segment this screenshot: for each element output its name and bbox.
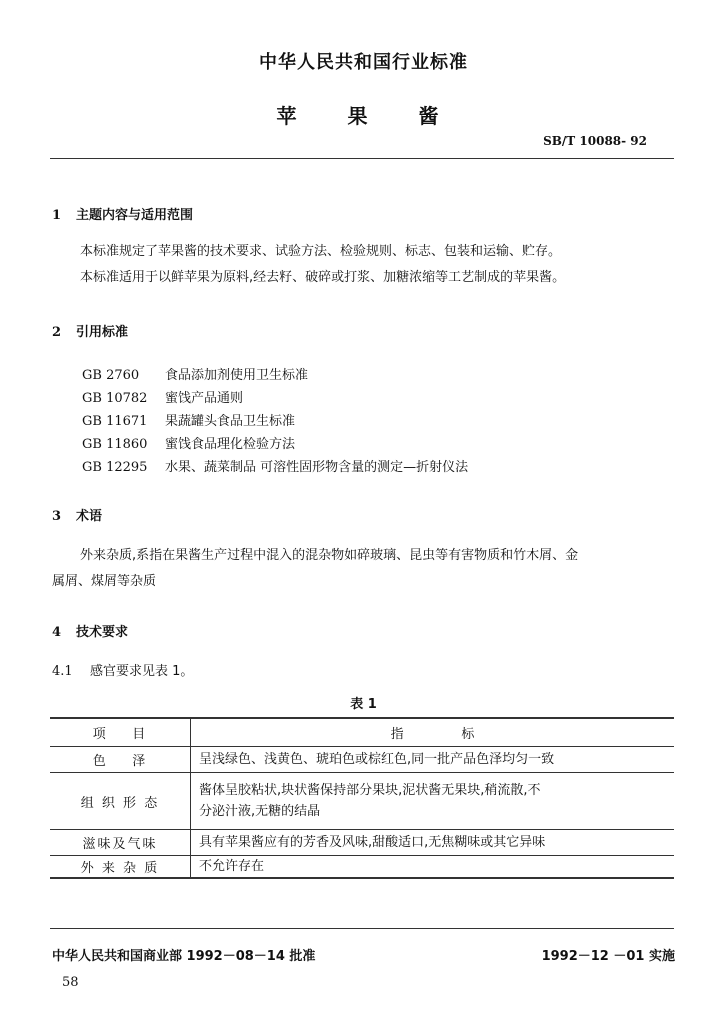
- reference-title: 蜜饯产品通则: [165, 391, 244, 406]
- section-1-paragraph-2: 本标准适用于以鲜苹果为原料,经去籽、破碎或打浆、加糖浓缩等工艺制成的苹果酱。: [80, 270, 566, 285]
- reference-code: GB 11671: [82, 414, 148, 429]
- table-header-indicator: 指 标: [191, 718, 675, 747]
- header-divider: [50, 158, 674, 159]
- table-header-row: [50, 718, 674, 747]
- section-3-number: 3: [52, 509, 62, 524]
- approval-statement: 中华人民共和国商业部 1992－08－14 批准: [52, 949, 316, 964]
- implementation-date: 1992－12 －01 实施: [541, 949, 675, 964]
- reference-code: GB 2760: [82, 368, 140, 383]
- section-2-title: 引用标准: [76, 325, 129, 340]
- reference-item: [82, 456, 468, 475]
- table-cell-value-line-2: 分泌汁液,无糖的结晶: [199, 804, 321, 819]
- reference-code: GB 12295: [82, 460, 148, 475]
- reference-code: GB 10782: [82, 391, 148, 406]
- table-cell-value-line-1: 酱体呈胶粘状,块状酱保持部分果块,泥状酱无果块,稍流散,不: [199, 783, 541, 798]
- table-cell-value: 呈浅绿色、浅黄色、琥珀色或棕红色,同一批产品色泽均匀一致: [191, 747, 675, 773]
- page-number: 58: [62, 975, 79, 990]
- reference-item: [82, 410, 295, 429]
- section-3-paragraph-line-2: 属屑、煤屑等杂质: [52, 574, 157, 589]
- footer-divider: [50, 928, 674, 929]
- reference-item: [82, 387, 243, 406]
- reference-item: [82, 364, 308, 383]
- reference-title: 食品添加剂使用卫生标准: [165, 368, 309, 383]
- document-title: 苹 果 酱: [276, 104, 461, 128]
- section-4-heading: [52, 621, 128, 640]
- reference-item: [82, 433, 295, 452]
- subsection-4-1: [52, 662, 193, 682]
- section-1-title: 主题内容与适用范围: [76, 208, 194, 223]
- table-cell-item: 外 来 杂 质: [50, 856, 191, 879]
- reference-code: GB 11860: [82, 437, 148, 452]
- standard-number: SB/T 10088- 92: [543, 134, 647, 148]
- table-row: [50, 747, 674, 773]
- reference-title: 果蔬罐头食品卫生标准: [165, 414, 296, 429]
- header-title: 中华人民共和国行业标准: [259, 52, 468, 73]
- table-caption: 表 1: [350, 697, 377, 712]
- reference-title: 蜜饯食品理化检验方法: [165, 437, 296, 452]
- table-cell-item: 组 织 形 态: [50, 773, 191, 830]
- section-4-title: 技术要求: [76, 625, 129, 640]
- table-cell-value: [191, 773, 675, 830]
- table-cell-value: 不允许存在: [191, 856, 675, 879]
- sensory-requirements-table: [50, 717, 674, 879]
- reference-title: 水果、蔬菜制品 可溶性固形物含量的测定—折射仪法: [165, 460, 469, 475]
- section-4-number: 4: [52, 625, 62, 640]
- section-2-number: 2: [52, 325, 62, 340]
- subsection-4-1-number: 4.1: [52, 664, 73, 679]
- section-3-heading: [52, 505, 102, 524]
- subsection-4-1-text: 感官要求见表 1。: [90, 664, 194, 679]
- section-3-paragraph-line-1: 外来杂质,系指在果酱生产过程中混入的混杂物如碎玻璃、昆虫等有害物质和竹木屑、金: [80, 548, 579, 563]
- section-1-heading: [52, 204, 193, 223]
- table-row: [50, 773, 674, 830]
- table-cell-item: 滋味及气味: [50, 830, 191, 856]
- table-row: [50, 830, 674, 856]
- section-2-heading: [52, 321, 128, 340]
- section-1-number: 1: [52, 208, 62, 223]
- table-cell-value: 具有苹果酱应有的芳香及风味,甜酸适口,无焦糊味或其它异味: [191, 830, 675, 856]
- table-cell-item: 色 泽: [50, 747, 191, 773]
- table-header-item: 项 目: [50, 718, 191, 747]
- section-1-paragraph-1: 本标准规定了苹果酱的技术要求、试验方法、检验规则、标志、包装和运输、贮存。: [80, 244, 562, 259]
- section-3-title: 术语: [76, 509, 103, 524]
- table-row: [50, 856, 674, 879]
